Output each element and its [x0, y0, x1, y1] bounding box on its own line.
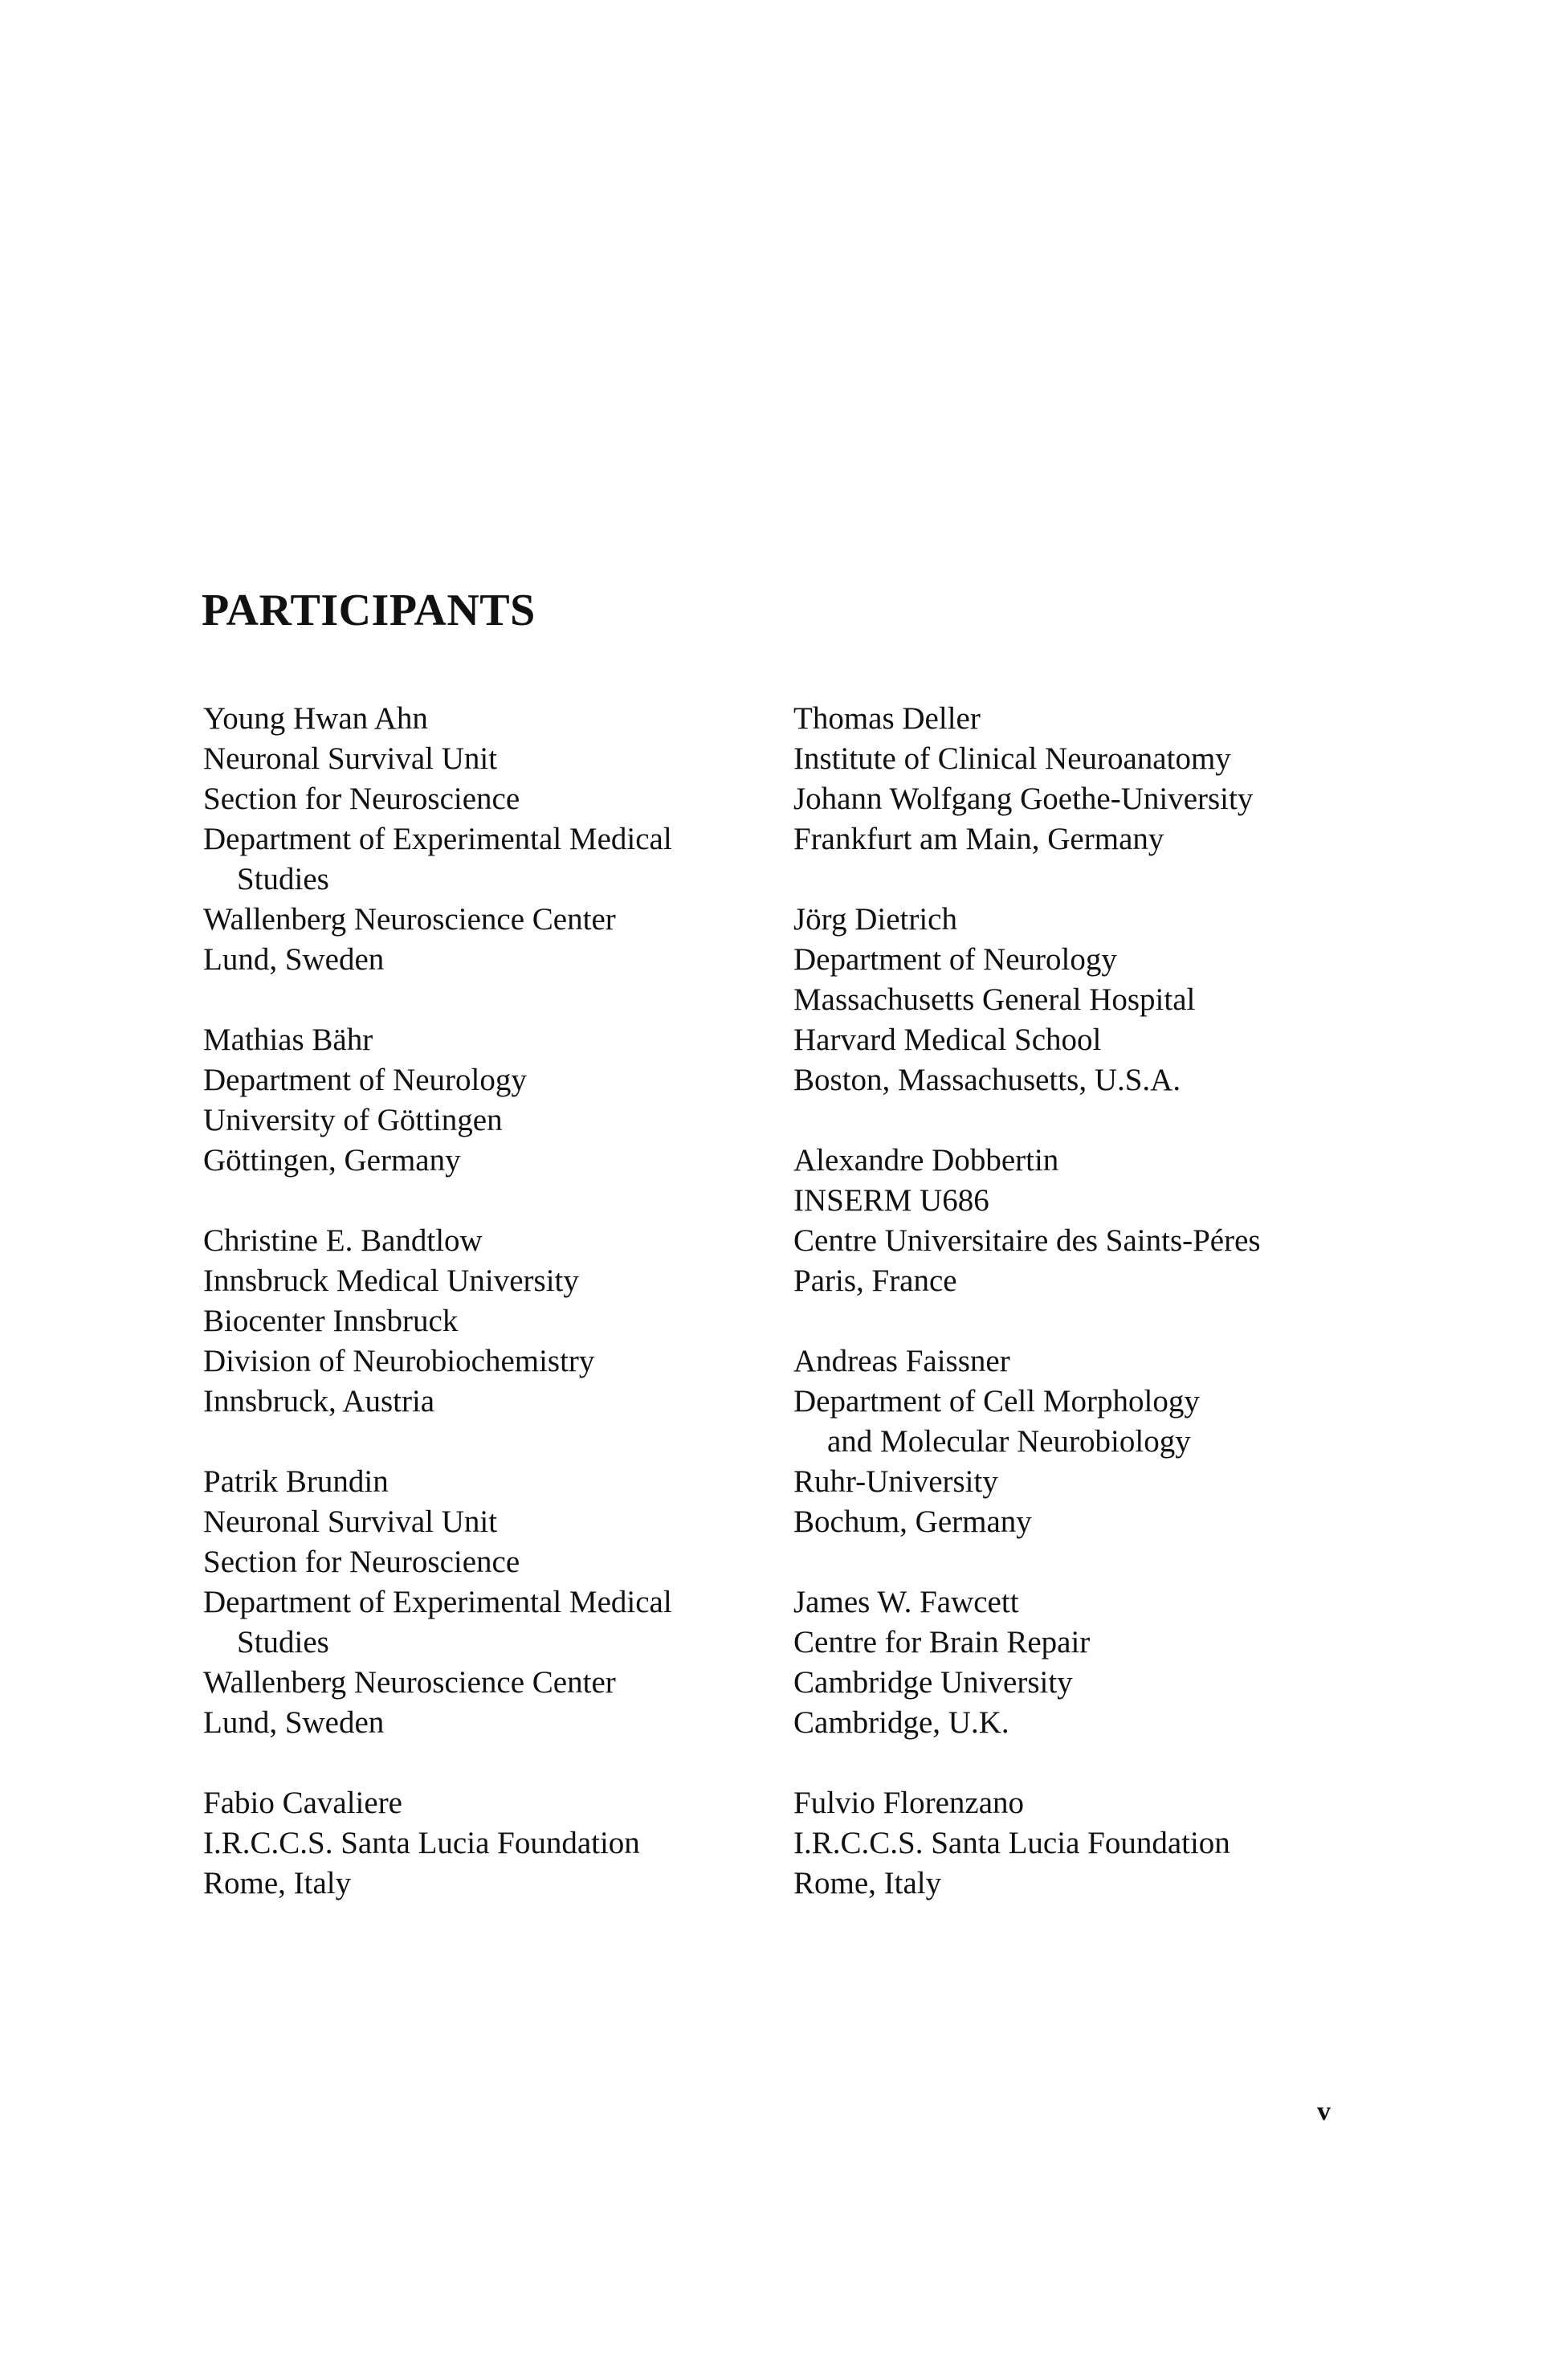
affiliation-line: INSERM U686 — [793, 1183, 989, 1218]
affiliation-line: Innsbruck Medical University — [203, 1263, 579, 1298]
page-number: v — [1317, 2096, 1331, 2126]
participant-entry — [793, 900, 1404, 1100]
affiliation-line: Rome, Italy — [203, 1866, 352, 1900]
affiliation-line: Cambridge University — [793, 1665, 1073, 1700]
affiliation-line: and Molecular Neurobiology — [827, 1424, 1191, 1459]
affiliation-line: Studies — [237, 1625, 329, 1659]
affiliation-line: Ruhr-University — [793, 1464, 998, 1499]
affiliation-line: Department of Experimental Medical — [203, 1585, 672, 1619]
participant-name: Fulvio Florenzano — [793, 1786, 1025, 1820]
affiliation-line: Lund, Sweden — [203, 1705, 385, 1740]
participant-name: Thomas Deller — [793, 701, 981, 736]
participants-left-column — [203, 699, 814, 1944]
affiliation-line: Neuronal Survival Unit — [203, 741, 498, 776]
affiliation-line: Harvard Medical School — [793, 1023, 1102, 1057]
affiliation-line: Division of Neurobiochemistry — [203, 1344, 595, 1378]
participant-name: Young Hwan Ahn — [203, 701, 428, 736]
participant-name: Mathias Bähr — [203, 1023, 373, 1057]
affiliation-line: Johann Wolfgang Goethe-University — [793, 782, 1254, 816]
affiliation-line: Rome, Italy — [793, 1866, 942, 1900]
affiliation-line: Department of Experimental Medical — [203, 822, 672, 856]
participant-name: Fabio Cavaliere — [203, 1786, 402, 1820]
affiliation-line: Wallenberg Neuroscience Center — [203, 902, 616, 937]
affiliation-line: Paris, France — [793, 1263, 957, 1298]
affiliation-line: University of Göttingen — [203, 1103, 503, 1137]
affiliation-line: Lund, Sweden — [203, 942, 385, 977]
participant-entry — [793, 1341, 1404, 1542]
affiliation-line: Section for Neuroscience — [203, 782, 520, 816]
affiliation-line: Bochum, Germany — [793, 1504, 1032, 1539]
participant-entry — [793, 1582, 1404, 1743]
participant-entry — [203, 1221, 814, 1422]
affiliation-line: Massachusetts General Hospital — [793, 982, 1196, 1017]
affiliation-line: Centre for Brain Repair — [793, 1625, 1091, 1659]
participant-name: Jörg Dietrich — [793, 902, 957, 937]
affiliation-line: I.R.C.C.S. Santa Lucia Foundation — [203, 1826, 640, 1860]
participant-name: Andreas Faissner — [793, 1344, 1010, 1378]
participant-entry — [793, 1141, 1404, 1301]
affiliation-line: Cambridge, U.K. — [793, 1705, 1009, 1740]
affiliation-line: Boston, Massachusetts, U.S.A. — [793, 1063, 1181, 1097]
affiliation-line: Frankfurt am Main, Germany — [793, 822, 1164, 856]
participant-entry — [793, 1783, 1404, 1904]
affiliation-line: Department of Cell Morphology — [793, 1384, 1200, 1419]
participant-entry — [793, 699, 1404, 859]
participant-name: Christine E. Bandtlow — [203, 1223, 483, 1258]
participant-name: Alexandre Dobbertin — [793, 1143, 1059, 1178]
participant-entry — [203, 1783, 814, 1904]
affiliation-line: Wallenberg Neuroscience Center — [203, 1665, 616, 1700]
participant-entry — [203, 1020, 814, 1181]
affiliation-line: I.R.C.C.S. Santa Lucia Foundation — [793, 1826, 1230, 1860]
participant-entry — [203, 1462, 814, 1743]
affiliation-line: Studies — [237, 862, 329, 896]
affiliation-line: Section for Neuroscience — [203, 1545, 520, 1579]
participant-entry — [203, 699, 814, 980]
affiliation-line: Department of Neurology — [793, 942, 1117, 977]
affiliation-line: Centre Universitaire des Saints-Péres — [793, 1223, 1261, 1258]
affiliation-line: Neuronal Survival Unit — [203, 1504, 498, 1539]
affiliation-line: Department of Neurology — [203, 1063, 527, 1097]
page-title: PARTICIPANTS — [202, 585, 536, 635]
affiliation-line: Biocenter Innsbruck — [203, 1304, 459, 1338]
affiliation-line: Institute of Clinical Neuroanatomy — [793, 741, 1231, 776]
affiliation-line: Innsbruck, Austria — [203, 1384, 435, 1419]
participant-name: James W. Fawcett — [793, 1585, 1019, 1619]
affiliation-line: Göttingen, Germany — [203, 1143, 461, 1178]
participant-name: Patrik Brundin — [203, 1464, 389, 1499]
participants-right-column — [793, 699, 1404, 1944]
